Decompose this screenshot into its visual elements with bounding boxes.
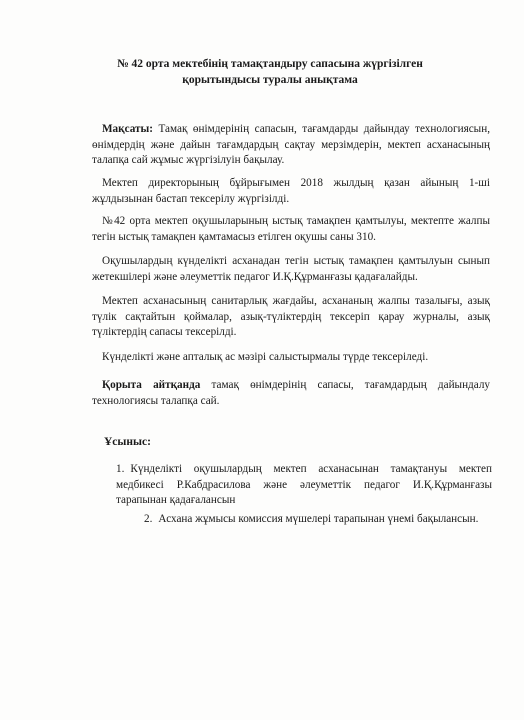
supervision-paragraph: Оқушылардың күнделікті асханадан тегін ыстық тамақпен қамтылуын сынып жетекшілері және әлеуметтік педагог И.Қ.Құрманғазы қадағалайды. <box>92 255 490 283</box>
recommendation-item-1 <box>116 462 492 509</box>
coverage-paragraph: №42 орта мектеп оқушыларының ыстық тамақпен қамтылуы, мектепте жалпы тегін ыстық тамақпен қамтамасыз етілген оқушы саны 310. <box>92 215 490 243</box>
conclusion-text: тамақ өнімдерінің сапасы, тағамдардың дайындалу технологиясы талапқа сай. <box>92 379 490 407</box>
recommendation-number: 2. <box>144 513 153 525</box>
document-title <box>100 56 440 88</box>
recommendation-text: Күнделікті оқушылардың мектеп асханасынан тамақтануы мектеп медбикесі Р.Кабдрасилова және әлеуметтік педагог И.Қ.Құрманғазы тарапынан қадағалансын <box>116 463 492 506</box>
sanitary-paragraph: Мектеп асханасының санитарлық жағдайы, асхананың жалпы тазалығы, азық түлік сақтайтын қоймалар, азық-түліктердің тексеріп қарау журналы, азық түліктердің сапасы тексерілді. <box>92 295 490 338</box>
recommendations-heading: Ұсыныс: <box>104 436 151 448</box>
purpose-label: Мақсаты: <box>102 123 153 135</box>
conclusion-paragraph <box>92 378 490 409</box>
order-paragraph: Мектеп директорының бұйрығымен 2018 жылдың қазан айының 1-ші жұлдызынан бастап тексерілу жүргізілді. <box>92 177 490 205</box>
title-line-2: қорытындысы туралы анықтама <box>182 74 358 86</box>
recommendation-item-2 <box>116 512 492 528</box>
title-line-1: № 42 орта мектебінің тамақтандыру сапасына жүргізілген <box>117 58 423 70</box>
purpose-paragraph <box>92 122 490 169</box>
purpose-text: Тамақ өнімдерінің сапасын, тағамдарды дайындау технологиясын, өнімдердің және дайын тағамдардың сақтау мерзімдерін, мектеп асханасының талапқа сай жұмыс жүргізілуін бақылау. <box>92 123 490 166</box>
recommendation-number: 1. <box>116 463 125 475</box>
conclusion-label: Қорыта айтқанда <box>102 379 201 391</box>
recommendation-text: Асхана жұмысы комиссия мүшелері тарапынан үнемі бақылансын. <box>158 513 479 525</box>
menu-paragraph: Күнделікті және апталық ас мәзірі салыстырмалы түрде тексеріледі. <box>102 351 429 363</box>
